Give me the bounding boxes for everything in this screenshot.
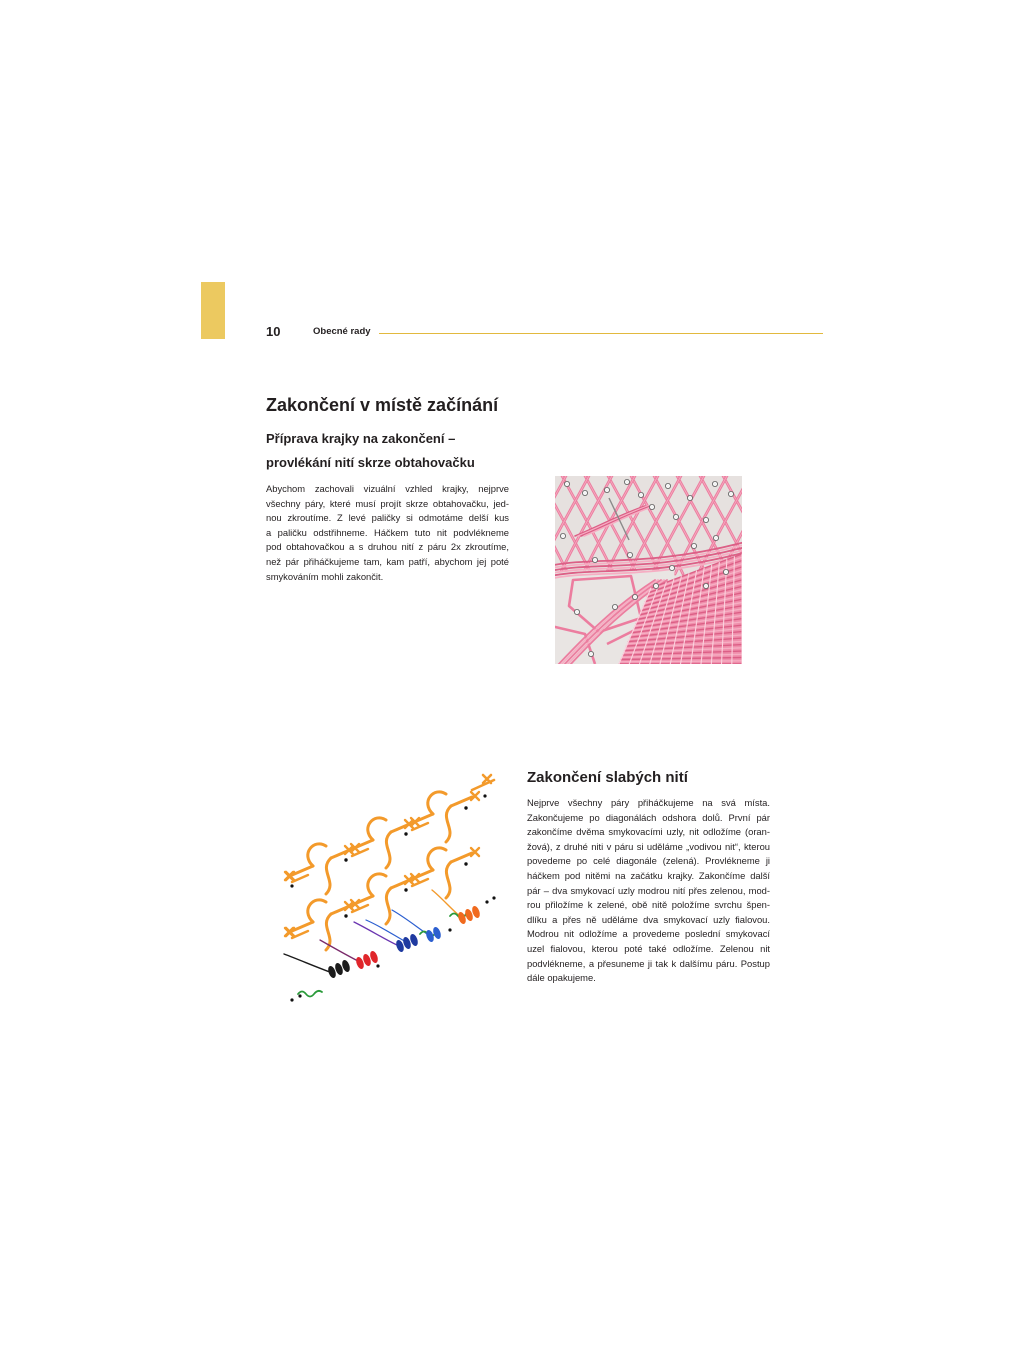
section-heading-weak-threads: Zakončení slabých nití: [527, 769, 688, 786]
paragraph-line: Modrou nit odložíme a provedeme poslední smykovací: [527, 928, 770, 940]
thread-diagram: [282, 770, 500, 1008]
orange-knot: [405, 792, 479, 842]
lace-photo-image: [555, 476, 742, 664]
paragraph-line: rou přiložíme k zelené, obě nitě položíme svrchu špen-: [527, 899, 770, 911]
paragraph-line: smykováním mohli zakončit.: [266, 570, 384, 582]
paragraph-line: Nejprve všechny páry přiháčkujeme na svá místa.: [527, 797, 770, 808]
lace-photo: [555, 476, 742, 664]
page-number: 10: [266, 324, 281, 339]
paragraph-line: povedeme po celé diagonále (zelená). Provlékneme ji: [527, 855, 770, 867]
paragraph-line: pod obtahovačkou a s druhou nití z páru 2x zkroutíme,: [266, 541, 509, 553]
chapter-tab: [201, 282, 225, 339]
header-rule: [379, 333, 823, 334]
paragraph-line: zakončíme dvěma smykovacími uzly, nit odložíme (oran-: [527, 826, 770, 838]
paragraph-line: pár – dva smykovací uzly modrou nití přes zelenou, mod-: [527, 884, 770, 896]
paragraph-line: a paličku odstřihneme. Háčkem tuto nit podvlékneme: [266, 526, 509, 538]
paragraph-line: nou zkroutíme. Z levé paličky si odmotáme delší kus: [266, 512, 509, 524]
subsection-heading-line: Příprava krajky na zakončení –: [266, 431, 456, 446]
paragraph-line: všechny páry, které musí projít skrze obtahovačku, jed-: [266, 497, 509, 509]
paragraph-line: Abychom zachovali vizuální vzhled krajky, nejprve: [266, 483, 509, 494]
paragraph-line: žová), z druhé niti v páru si uděláme „vodivou nit“, kterou: [527, 840, 770, 852]
subsection-heading-line: provlékání nití skrze obtahovačku: [266, 455, 475, 470]
paragraph-line: uzel fialovou, kterou poté také odložíme. Zelenou nit: [527, 942, 770, 954]
subsection-heading: [266, 427, 548, 475]
section-heading: Zakončení v místě začínání: [266, 395, 499, 415]
paragraph-line: dále opakujeme.: [527, 972, 596, 984]
section-paragraph-weak-threads: [527, 796, 770, 986]
section-paragraph: [266, 482, 509, 584]
paragraph-line: Zakončujeme po diagonálách odshora dolů. První pár: [527, 811, 770, 823]
paragraph-line: dlíku a přes ně uděláme dva smykovací uzly fialovou.: [527, 913, 770, 925]
orange-knot: [405, 848, 479, 898]
paragraph-line: než pár přiháčkujeme tam, kam patří, abychom jej poté: [266, 555, 509, 567]
thread-diagram-image: [282, 770, 500, 1008]
paragraph-line: podvlékneme, a přesuneme ji tak k dalšímu páru. Postup: [527, 957, 770, 969]
running-title: Obecné rady: [313, 326, 371, 337]
paragraph-line: háčkem pod nitěmi na začátku krajky. Zakončíme další: [527, 869, 770, 881]
thread-strands: [284, 890, 466, 997]
